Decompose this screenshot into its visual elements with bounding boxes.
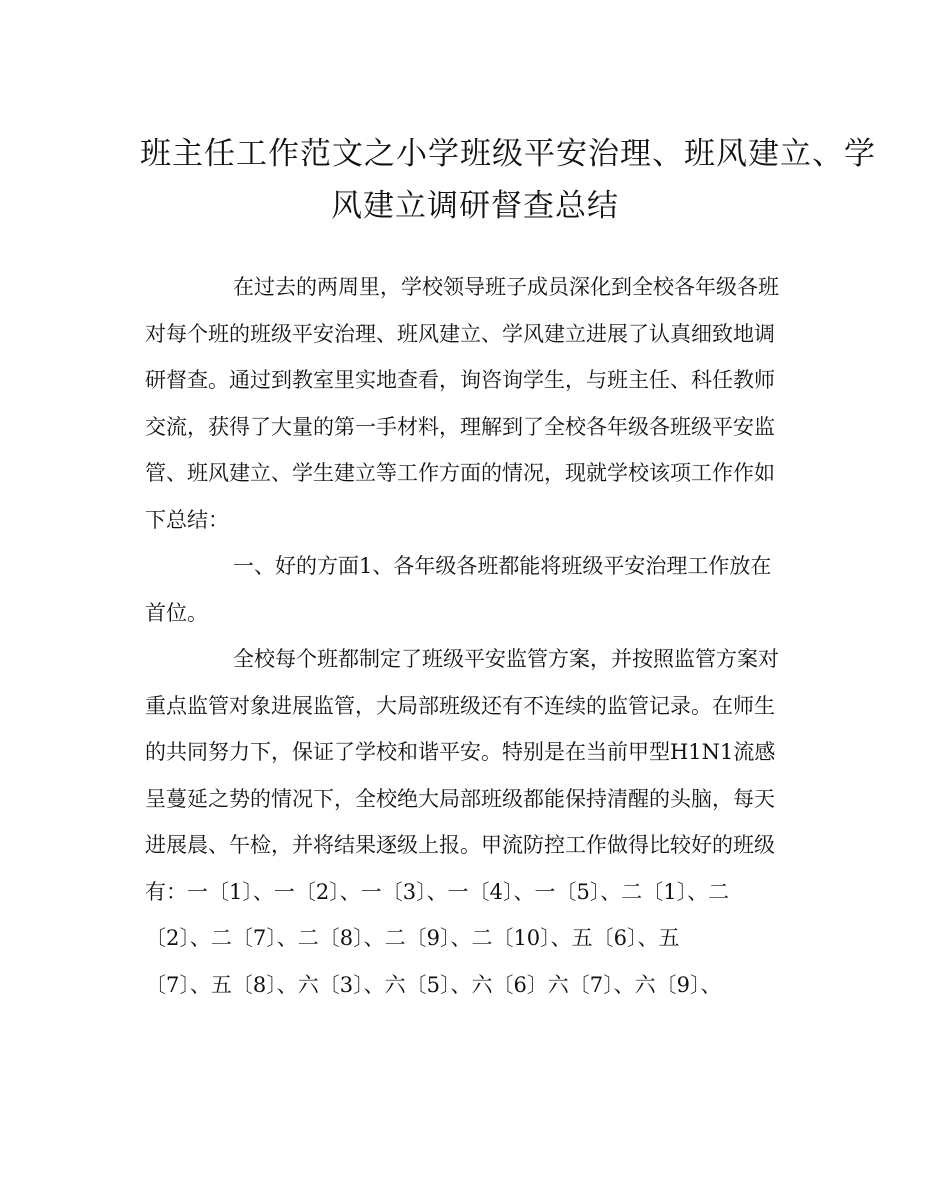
paragraph-1-line-3: 研督查。通过到教室里实地查看，询咨询学生，与班主任、科任教师 — [145, 368, 775, 392]
paragraph-1-line-5: 管、班风建立、学生建立等工作方面的情况，现就学校该项工作作如 — [145, 461, 775, 485]
paragraph-2-line-2: 首位。 — [145, 600, 208, 625]
paragraph-3-line-6: 有：一〔1〕、一〔2〕、一〔3〕、一〔4〕、一〔5〕、二〔1〕、二 — [145, 879, 730, 904]
paragraph-3-line-7: 〔2〕、二〔7〕、二〔8〕、二〔9〕、二〔10〕、五〔6〕、五 — [145, 926, 680, 950]
paragraph-3-line-8: 〔7〕、五〔8〕、六〔3〕、六〔5〕、六〔6〕六〔7〕、六〔9〕、 — [145, 972, 722, 997]
document-title — [140, 128, 876, 232]
document-body — [145, 264, 805, 1008]
paragraph-3-line-1: 全校每个班都制定了班级平安监管方案，并按照监管方案对 — [233, 647, 779, 671]
paragraph-1-line-2: 对每个班的班级平安治理、班风建立、学风建立进展了认真细致地调 — [145, 321, 775, 346]
title-line: 风建立调研督查总结 — [331, 188, 619, 224]
paragraph-3-line-2: 重点监管对象进展监管，大局部班级还有不连续的监管记录。在师生 — [145, 693, 775, 718]
title-line: 班主任工作范文之小学班级平安治理、班风建立、学 — [140, 136, 876, 172]
paragraph-1-line-6: 下总结： — [145, 507, 229, 532]
paragraph-3-line-4: 呈蔓延之势的情况下，全校绝大局部班级都能保持清醒的头脑，每天 — [145, 786, 775, 811]
paragraph-1-line-4: 交流，获得了大量的第一手材料，理解到了全校各年级各班级平安监 — [145, 414, 775, 439]
paragraph-1-line-1: 在过去的两周里，学校领导班子成员深化到全校各年级各班 — [233, 275, 779, 299]
paragraph-2-line-1: 一、好的方面1、各年级各班都能将班级平安治理工作放在 — [233, 554, 772, 578]
paragraph-3-line-5: 进展晨、午检，并将结果逐级上报。甲流防控工作做得比较好的班级 — [145, 833, 775, 857]
paragraph-3-line-3: 的共同努力下，保证了学校和谐平安。特别是在当前甲型H1N1流感 — [145, 740, 776, 764]
